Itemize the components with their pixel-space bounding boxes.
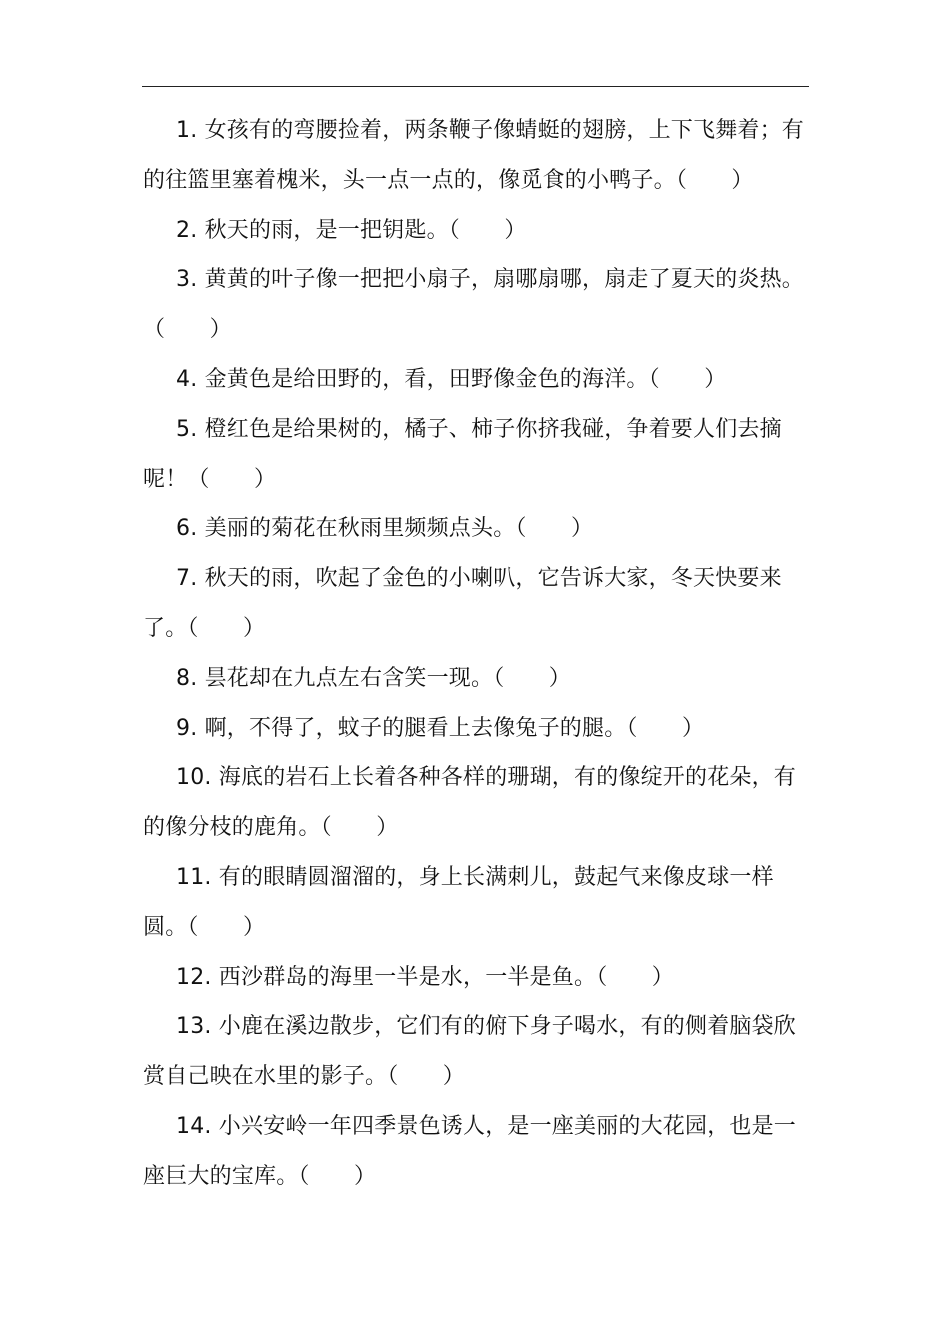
question-number: 12. <box>176 964 212 990</box>
question-text: 美丽的菊花在秋雨里频频点头。 <box>204 516 516 542</box>
question-text: 海底的岩石上长着各种各样的珊瑚，有的像绽开的花朵，有的像分枝的鹿角。 <box>143 765 796 841</box>
question-text: 啊，不得了，蚊子的腿看上去像兔子的腿。 <box>204 715 627 741</box>
answer-blank[interactable]: （ ） <box>675 167 754 193</box>
question-item <box>143 853 815 953</box>
answer-blank[interactable]: （ ） <box>187 466 277 492</box>
question-number: 1. <box>176 118 198 143</box>
question-text: 小鹿在溪边散步，它们有的俯下身子喝水，有的侧着脑袋欣赏自己映在水里的影子。 <box>143 1014 796 1090</box>
question-item <box>143 405 815 505</box>
question-text: 女孩有的弯腰捡着，两条鞭子像蜻蜓的翅膀，上下飞舞着；有的往篮里塞着槐米，头一点一点的，像觅食的小鸭子。 <box>143 118 804 193</box>
question-number: 7. <box>176 566 198 592</box>
question-number: 10. <box>176 765 212 791</box>
question-item <box>143 106 815 206</box>
answer-blank[interactable]: （ ） <box>298 1163 377 1189</box>
question-number: 9. <box>176 715 198 741</box>
question-item <box>143 654 815 704</box>
question-item <box>143 753 815 853</box>
answer-blank[interactable]: （ ） <box>387 1064 466 1090</box>
question-number: 14. <box>176 1113 212 1139</box>
question-item <box>143 554 815 654</box>
question-item <box>143 953 815 1003</box>
answer-blank[interactable]: （ ） <box>448 217 527 243</box>
answer-blank[interactable]: （ ） <box>648 366 727 392</box>
question-text: 橙红色是给果树的，橘子、柿子你挤我碰，争着要人们去摘呢！ <box>143 416 782 492</box>
answer-blank[interactable]: （ ） <box>187 914 266 940</box>
question-list <box>143 106 815 1202</box>
question-text: 昙花却在九点左右含笑一现。 <box>204 665 494 691</box>
answer-blank[interactable]: （ ） <box>143 317 232 343</box>
answer-blank[interactable]: （ ） <box>187 615 266 641</box>
question-number: 5. <box>176 416 198 442</box>
question-text: 金黄色是给田野的，看，田野像金色的海洋。 <box>204 366 649 392</box>
question-item <box>143 206 815 256</box>
question-item <box>143 704 815 754</box>
answer-blank[interactable]: （ ） <box>493 665 572 691</box>
question-text: 小兴安岭一年四季景色诱人，是一座美丽的大花园，也是一座巨大的宝库。 <box>143 1113 796 1189</box>
question-number: 6. <box>176 516 198 542</box>
question-item <box>143 355 815 405</box>
question-item <box>143 1002 815 1102</box>
question-number: 11. <box>176 864 212 890</box>
question-number: 13. <box>176 1014 212 1040</box>
question-number: 2. <box>176 217 198 243</box>
question-number: 3. <box>176 267 198 293</box>
question-number: 4. <box>176 366 198 392</box>
question-text: 西沙群岛的海里一半是水，一半是鱼。 <box>218 964 597 990</box>
answer-blank[interactable]: （ ） <box>626 715 705 741</box>
answer-blank[interactable]: （ ） <box>320 815 399 841</box>
question-item <box>143 504 815 554</box>
question-text: 秋天的雨，是一把钥匙。 <box>204 217 449 243</box>
question-number: 8. <box>176 665 198 691</box>
question-text: 有的眼睛圆溜溜的，身上长满刺儿，鼓起气来像皮球一样圆。 <box>143 864 774 940</box>
answer-blank[interactable]: （ ） <box>515 516 594 542</box>
question-text: 秋天的雨，吹起了金色的小喇叭，它告诉大家，冬天快要来了。 <box>143 566 782 641</box>
answer-blank[interactable]: （ ） <box>596 964 675 990</box>
question-item <box>143 255 815 355</box>
question-item <box>143 1102 815 1202</box>
question-text: 黄黄的叶子像一把把小扇子，扇哪扇哪，扇走了夏天的炎热。 <box>204 267 804 293</box>
header-rule <box>142 86 809 87</box>
